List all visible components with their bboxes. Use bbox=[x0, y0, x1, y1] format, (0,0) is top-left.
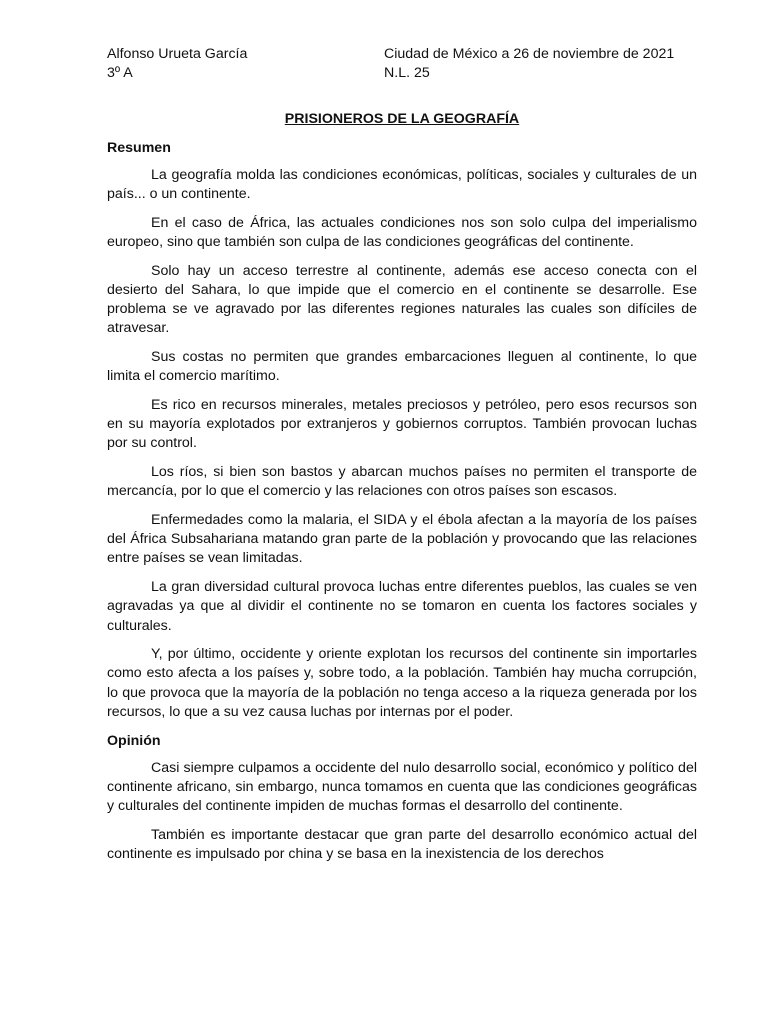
resumen-paragraph: Los ríos, si bien son bastos y abarcan muchos países no permiten el transporte de mercancía, por lo que el comercio y las relaciones con otros países son escasos. bbox=[107, 464, 697, 500]
resumen-paragraph: Es rico en recursos minerales, metales preciosos y petróleo, pero esos recursos son en su mayoría explotados por extranjeros y gobiernos corruptos. También provocan luchas por su control. bbox=[107, 397, 697, 452]
resumen-paragraph: La geografía molda las condiciones económicas, políticas, sociales y culturales de un país... o un continente. bbox=[107, 167, 697, 203]
resumen-paragraph: La gran diversidad cultural provoca luchas entre diferentes pueblos, las cuales se ven agravadas ya que al dividir el continente no se tomaron en cuenta los factores sociales y culturales. bbox=[107, 579, 697, 634]
header-left-block bbox=[107, 45, 367, 83]
resumen-paragraph: Solo hay un acceso terrestre al continente, además ese acceso conecta con el desierto del Sahara, lo que impide que el comercio en el continente se desarrolle. Ese problema se ve agravado por las diferentes regiones naturales las cuales son difíciles de atravesar. bbox=[107, 262, 697, 337]
document-title: PRISIONEROS DE LA GEOGRAFÍA bbox=[284, 111, 520, 127]
opinion-heading: Opinión bbox=[107, 732, 161, 749]
opinion-paragraph: También es importante destacar que gran parte del desarrollo económico actual del continente es impulsado por china y se basa en la inexistencia de los derechos bbox=[107, 826, 697, 862]
opinion-paragraph: Casi siempre culpamos a occidente del nulo desarrollo social, económico y político del continente africano, sin embargo, nunca tomamos en cuenta que las condiciones geográficas y culturales del continente impiden de muchas formas el desarrollo del continente. bbox=[107, 759, 697, 814]
place-and-date: Ciudad de México a 26 de noviembre de 2021 bbox=[384, 46, 675, 62]
document-body bbox=[107, 110, 697, 874]
header-right-block bbox=[384, 45, 704, 83]
student-group: 3º A bbox=[107, 65, 133, 81]
resumen-paragraph: Sus costas no permiten que grandes embarcaciones lleguen al continente, lo que limita el comercio marítimo. bbox=[107, 349, 697, 385]
author-name: Alfonso Urueta García bbox=[107, 46, 248, 62]
resumen-paragraph: En el caso de África, las actuales condiciones nos son solo culpa del imperialismo europeo, sino que también son culpa de las condiciones geográficas del continente. bbox=[107, 214, 697, 251]
resumen-heading: Resumen bbox=[107, 140, 171, 156]
list-number: N.L. 25 bbox=[384, 65, 430, 81]
resumen-paragraph: Y, por último, occidente y oriente explotan los recursos del continente sin importarles como esto afecta a los países y, sobre todo, a la población. También hay mucha corrupción, lo que provoca que la mayoría de la población no tenga acceso a la riqueza generada por los recursos, lo que a su vez causa luchas por internas por el poder. bbox=[107, 646, 697, 720]
resumen-paragraph: Enfermedades como la malaria, el SIDA y el ébola afectan a la mayoría de los países del África Subsahariana matando gran parte de la población y provocando que las relaciones entre países se vean limitadas. bbox=[107, 512, 697, 567]
